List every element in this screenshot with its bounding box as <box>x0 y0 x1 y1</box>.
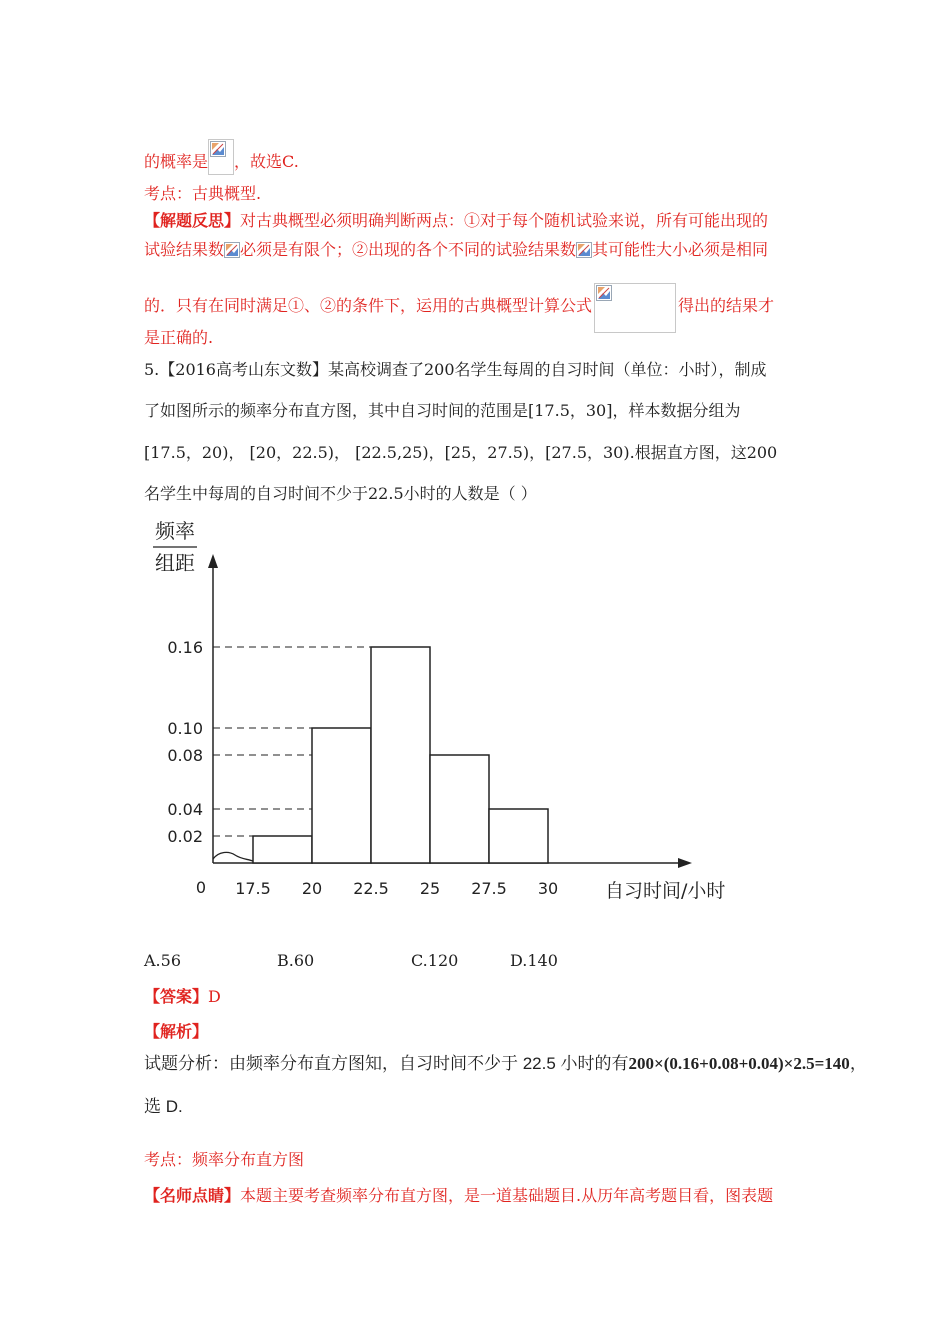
analysis-formula: 200×(0.16+0.08+0.04)×2.5=140 <box>628 1054 850 1073</box>
formula-image-placeholder <box>594 283 676 333</box>
probability-text-prefix: 的概率是 <box>144 152 209 171</box>
question-line-3: [17.5，20)， [20，22.5)， [22.5,25)，[25，27.5)，[27.5，30).根据直方图，这200 <box>144 443 778 462</box>
option-c: C.120 <box>411 951 459 970</box>
broken-image-icon <box>596 285 612 301</box>
x-tick-label: 30 <box>537 879 559 898</box>
y-tick-label: 0.10 <box>167 719 203 738</box>
axis-break-squiggle <box>213 852 253 861</box>
kaodian-histogram: 考点：频率分布直方图 <box>144 1150 305 1169</box>
reflection-text-3b: 得出的结果才 <box>678 296 775 315</box>
reflection-text-2b: 必须是有限个；②出现的各个不同的试验结果数 <box>240 240 577 259</box>
histogram-bar <box>371 647 430 863</box>
answer-label: 【答案】 <box>144 987 209 1006</box>
y-tick-label: 0.04 <box>167 800 203 819</box>
probability-text-suffix: ，故选C. <box>234 152 299 171</box>
y-axis-label-bottom: 组距 <box>155 551 195 575</box>
kaodian-classical-probability: 考点：古典概型. <box>144 184 262 203</box>
answer-line <box>144 987 221 1007</box>
formula-image-placeholder <box>208 139 234 175</box>
broken-image-icon <box>576 242 592 258</box>
x-axis-label: 自习时间/小时 <box>605 880 726 902</box>
question-line-4: 名学生中每周的自习时间不少于22.5小时的人数是（ ） <box>144 484 537 503</box>
origin-label: 0 <box>195 878 207 897</box>
histogram-bar <box>253 836 312 863</box>
answer-line-probability <box>144 139 299 175</box>
histogram-chart <box>140 510 740 920</box>
x-tick-label: 25 <box>419 879 441 898</box>
y-axis-arrow <box>208 554 218 568</box>
reflection-label: 【解题反思】 <box>144 211 241 230</box>
reflection-line-4: 是正确的. <box>144 328 214 347</box>
y-tick-label: 0.08 <box>167 746 203 765</box>
x-axis-arrow <box>678 858 692 868</box>
histogram-bar <box>489 809 548 863</box>
question-line-1: 5.【2016高考山东文数】某高校调查了200名学生每周的自习时间（单位：小时），制成 <box>144 360 767 379</box>
question-line-2: 了如图所示的频率分布直方图，其中自习时间的范围是[17.5，30]，样本数据分组为 <box>144 401 741 420</box>
analysis-label: 【解析】 <box>144 1022 209 1041</box>
analysis-line-2: 选 D. <box>144 1097 183 1116</box>
x-tick-label: 27.5 <box>471 879 507 898</box>
broken-image-icon <box>224 242 240 258</box>
reflection-text-3a: 的．只有在同时满足①、②的条件下，运用的古典概型计算公式 <box>144 296 593 315</box>
analysis-text-end: ， <box>849 1054 867 1073</box>
reflection-text-2c: 其可能性大小必须是相同 <box>592 240 769 259</box>
y-tick-label: 0.02 <box>167 827 203 846</box>
option-b: B.60 <box>277 951 315 970</box>
reflection-line-2 <box>144 240 768 260</box>
teacher-tip-text: 本题主要考查频率分布直方图，是一道基础题目.从历年高考题目看，图表题 <box>240 1186 774 1205</box>
teacher-tip-line <box>144 1186 773 1206</box>
y-axis-label-top: 频率 <box>155 519 195 543</box>
reflection-line-3 <box>144 283 774 333</box>
x-tick-label: 20 <box>301 879 323 898</box>
option-d: D.140 <box>510 951 558 970</box>
broken-image-icon <box>210 141 226 157</box>
analysis-line-1 <box>144 1054 867 1074</box>
analysis-text: 试题分析：由频率分布直方图知，自习时间不少于 22.5 小时的有 <box>144 1054 629 1073</box>
histogram-bar <box>430 755 489 863</box>
option-a: A.56 <box>144 951 181 970</box>
reflection-line-1 <box>144 211 768 231</box>
reflection-text-1: 对古典概型必须明确判断两点：①对于每个随机试验来说，所有可能出现的 <box>240 211 769 230</box>
histogram-bar <box>312 728 371 863</box>
x-tick-label: 22.5 <box>353 879 389 898</box>
reflection-text-2a: 试验结果数 <box>144 240 225 259</box>
teacher-tip-label: 【名师点睛】 <box>144 1186 241 1205</box>
answer-value: D <box>208 987 221 1006</box>
x-tick-label: 17.5 <box>235 879 271 898</box>
y-tick-label: 0.16 <box>167 638 203 657</box>
